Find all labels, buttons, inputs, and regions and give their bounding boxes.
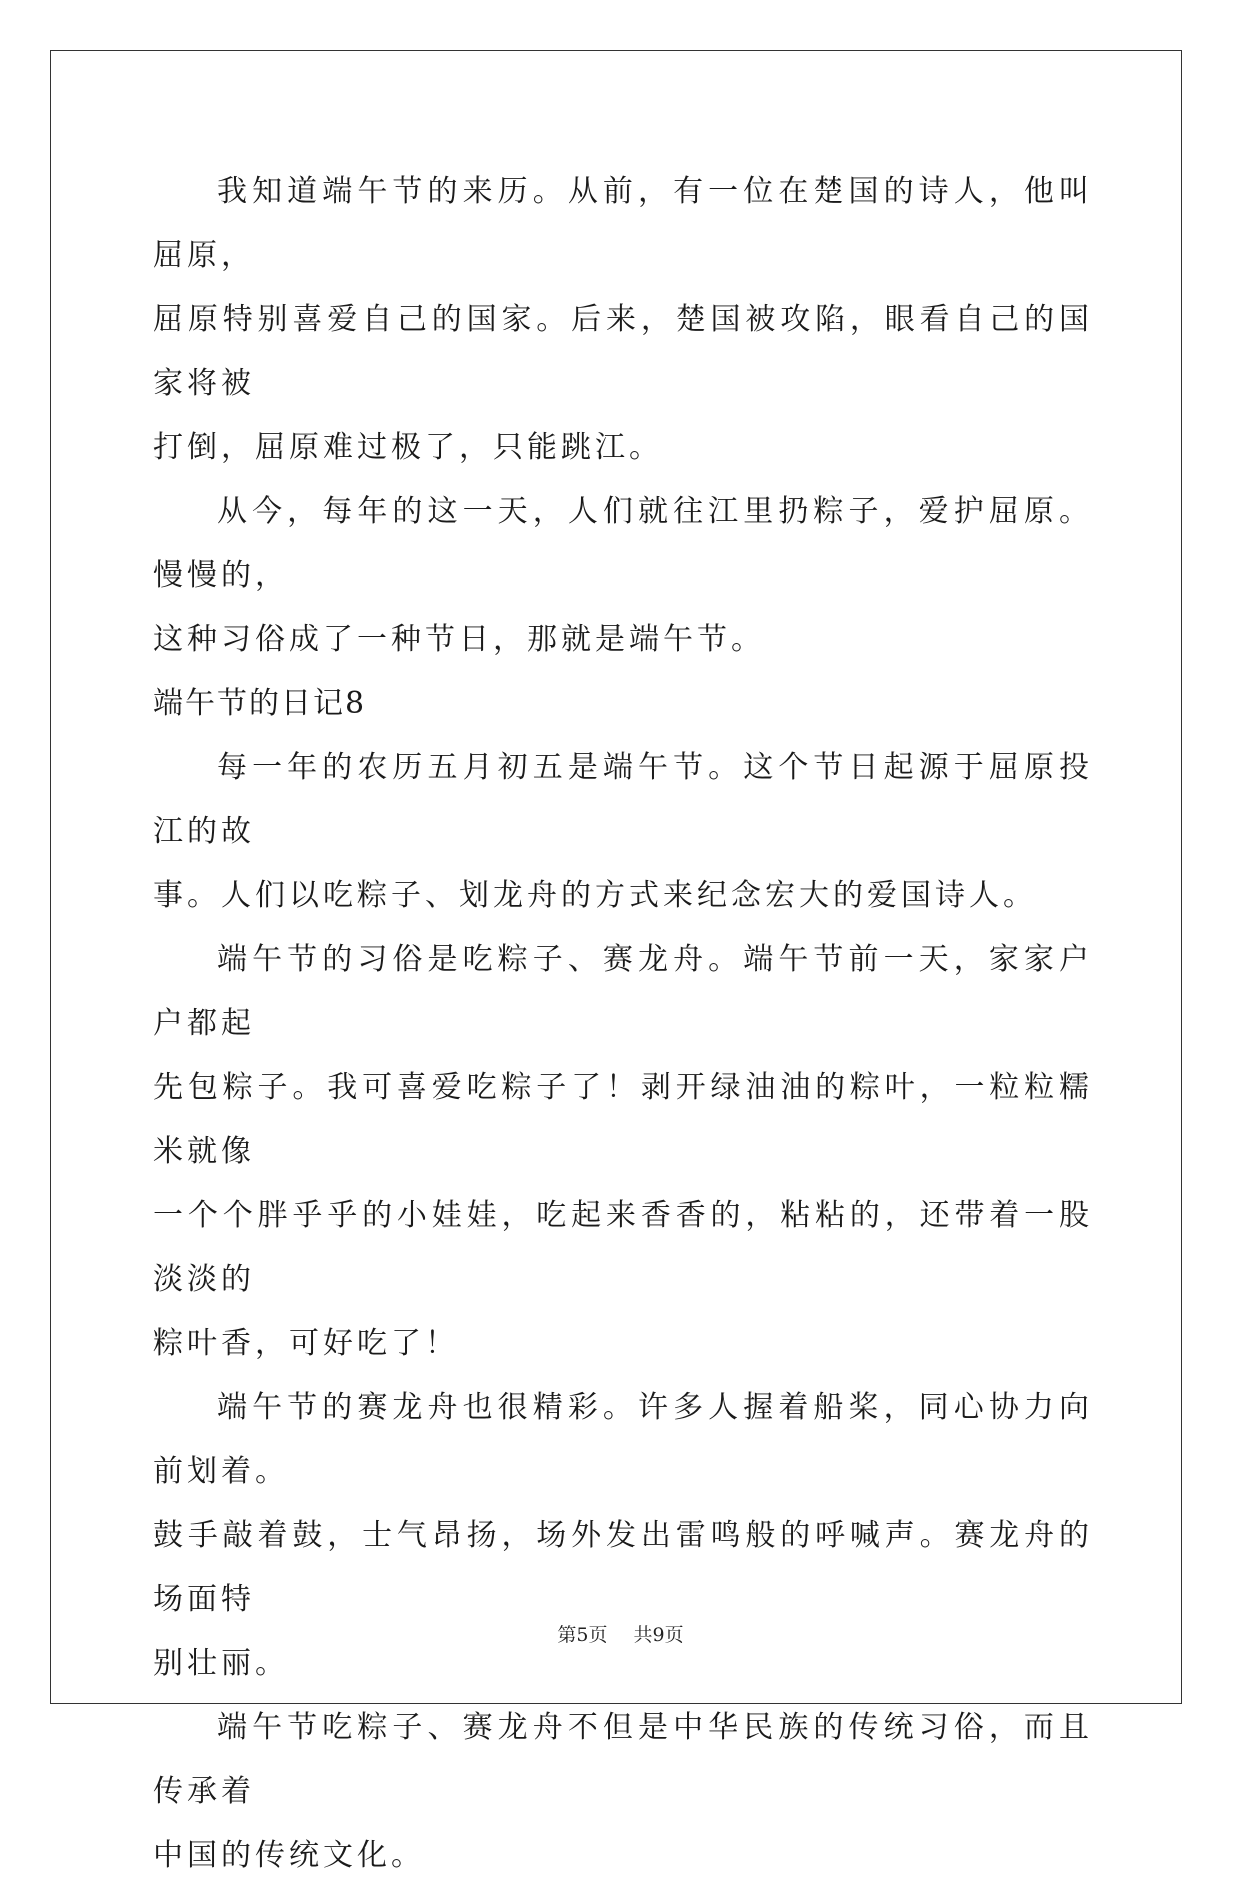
text-line: 每一年的农历五月初五是端午节。这个节日起源于屈原投江的故 [153,750,1093,849]
text-line: 端午节的习俗是吃粽子、赛龙舟。端午节前一天，家家户户都起 [153,942,1093,1041]
text-line: 打倒，屈原难过极了，只能跳江。 [153,430,663,465]
text-line: 中国的传统文化。 [153,1838,425,1873]
text-line: 粽叶香，可好吃了！ [153,1326,459,1361]
page-footer [0,1620,1241,1647]
paragraph [153,736,1093,928]
paragraph [153,928,1093,1376]
text-line: 事。人们以吃粽子、划龙舟的方式来纪念宏大的爱国诗人。 [153,878,1037,913]
paragraph [153,160,1093,480]
section-heading: 端午节的日记8 [153,686,367,721]
page-number-total: 共9页 [633,1624,684,1646]
text-line: 从今，每年的这一天，人们就往江里扔粽子，爱护屈原。慢慢的， [153,494,1093,593]
paragraph [153,1696,1093,1888]
text-line: 别壮丽。 [153,1646,289,1681]
text-line: 鼓手敲着鼓，士气昂扬，场外发出雷鸣般的呼喊声。赛龙舟的场面特 [153,1518,1093,1617]
text-line: 端午节吃粽子、赛龙舟不但是中华民族的传统习俗，而且传承着 [153,1710,1093,1809]
text-line: 一个个胖乎乎的小娃娃，吃起来香香的，粘粘的，还带着一股淡淡的 [153,1198,1093,1297]
text-line: 这种习俗成了一种节日，那就是端午节。 [153,622,765,657]
page-number-current: 第5页 [557,1624,608,1646]
text-line: 先包粽子。我可喜爱吃粽子了！剥开绿油油的粽叶，一粒粒糯米就像 [153,1070,1093,1169]
text-line: 端午节的赛龙舟也很精彩。许多人握着船桨，同心协力向前划着。 [153,1390,1093,1489]
text-line: 屈原特别喜爱自己的国家。后来，楚国被攻陷，眼看自己的国家将被 [153,302,1093,401]
paragraph [153,1376,1093,1696]
paragraph [153,480,1093,672]
text-line: 我知道端午节的来历。从前，有一位在楚国的诗人，他叫屈原， [153,174,1093,273]
